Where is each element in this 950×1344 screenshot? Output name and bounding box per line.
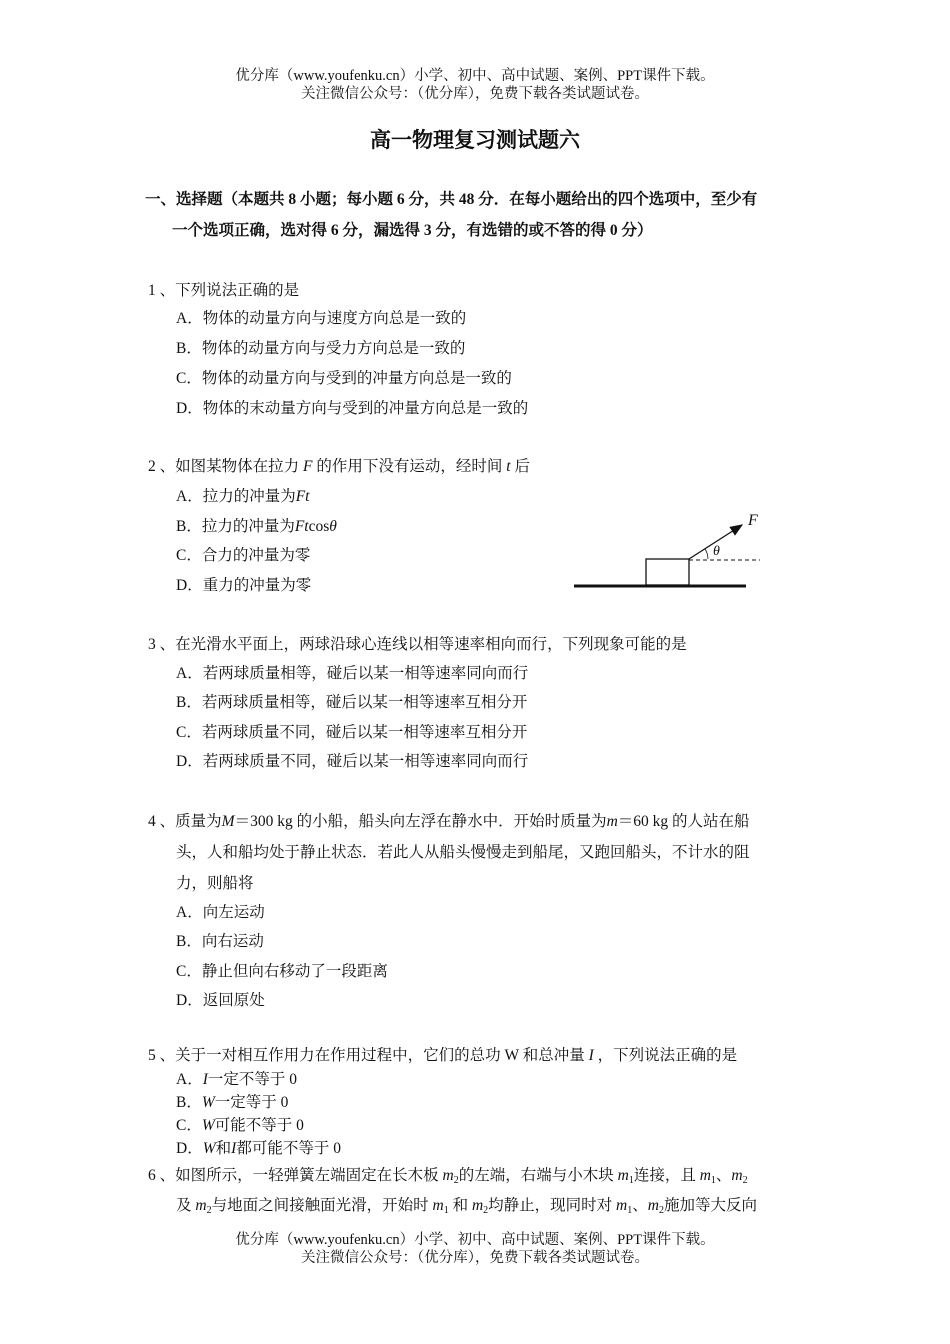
q4-option-d: D．返回原处 [176,992,265,1009]
q3-option-a: A．若两球质量相等，碰后以某一相等速率同向而行 [176,665,529,682]
angle-label: θ [713,544,720,559]
q1-option-b: B．物体的动量方向与受力方向总是一致的 [176,340,466,357]
header-line-1: 优分库（www.youfenku.cn）小学、初中、高中试题、案例、PPT课件下载。 [235,68,715,84]
q3-option-d: D．若两球质量不同，碰后以某一相等速率同向而行 [176,753,529,770]
force-label: F [748,512,758,529]
q2-option-a: A．拉力的冲量为Ft [176,488,310,505]
q5-option-d: D．W和I都可能不等于 0 [176,1140,341,1157]
q4-stem-line-3: 力，则船将 [176,875,254,892]
angle-arc [705,549,708,559]
q4-option-c: C．静止但向右移动了一段距离 [176,963,388,980]
q1-option-c: C．物体的动量方向与受到的冲量方向总是一致的 [176,370,512,387]
footer-line-1: 优分库（www.youfenku.cn）小学、初中、高中试题、案例、PPT课件下载。 [235,1232,715,1248]
q4-stem-line-2: 头，人和船均处于静止状态．若此人从船头慢慢走到船尾，又跑回船头，不计水的阻 [176,844,750,861]
q1-option-d: D．物体的末动量方向与受到的冲量方向总是一致的 [176,400,529,417]
section-instructions-line-2: 一个选项正确，选对得 6 分，漏选得 3 分，有选错的或不答的得 0 分） [172,222,653,239]
q1-stem: 1 、下列说法正确的是 [148,282,300,299]
q5-option-c: C．W可能不等于 0 [176,1117,304,1134]
q4-option-b: B．向右运动 [176,933,264,950]
q5-option-b: B．W一定等于 0 [176,1094,289,1111]
section-instructions-line-1: 一、选择题（本题共 8 小题；每小题 6 分，共 48 分．在每小题给出的四个选项中，至少有 [145,191,758,208]
header-line-2: 关注微信公众号：（优分库），免费下载各类试题试卷。 [301,86,649,102]
q3-stem: 3 、在光滑水平面上，两球沿球心连线以相等速率相向而行，下列现象可能的是 [148,636,687,653]
q4-stem-line-1: 4 、质量为M＝300 kg 的小船，船头向左浮在静水中．开始时质量为m＝60 kg 的人站在船 [148,813,750,830]
q1-option-a: A．物体的动量方向与速度方向总是一致的 [176,310,467,327]
q4-option-a: A．向左运动 [176,904,265,921]
q3-option-b: B．若两球质量相等，碰后以某一相等速率互相分开 [176,694,528,711]
q2-option-d: D．重力的冲量为零 [176,577,312,594]
q6-stem-line-1: 6 、如图所示，一轻弹簧左端固定在长木板 $m_2$的左端，右端与小木块 $m_1$连接，且 $m_1$、$m_2$ [148,1167,748,1186]
q5-stem: 5 、关于一对相互作用力在作用过程中，它们的总功 W 和总冲量 I ，下列说法正确的是 [148,1047,738,1064]
q6-stem-line-2: 及 $m_2$与地面之间接触面光滑，开始时 $m_1$ 和 $m_2$均静止，现同时对 $m_1$、$m_2$施加等大反向 [176,1197,757,1216]
footer-line-2: 关注微信公众号：（优分库），免费下载各类试题试卷。 [301,1250,649,1266]
q2-stem: 2 、如图某物体在拉力 F 的作用下没有运动，经时间 t 后 [148,458,530,475]
page-title: 高一物理复习测试题六 [370,128,580,152]
block [646,559,689,585]
q2-option-b: B．拉力的冲量为Ftcosθ [176,518,337,535]
q3-option-c: C．若两球质量不同，碰后以某一相等速率互相分开 [176,724,528,741]
q2-force-diagram [560,500,780,600]
q2-option-c: C．合力的冲量为零 [176,547,311,564]
q5-option-a: A．I一定不等于 0 [176,1071,298,1088]
